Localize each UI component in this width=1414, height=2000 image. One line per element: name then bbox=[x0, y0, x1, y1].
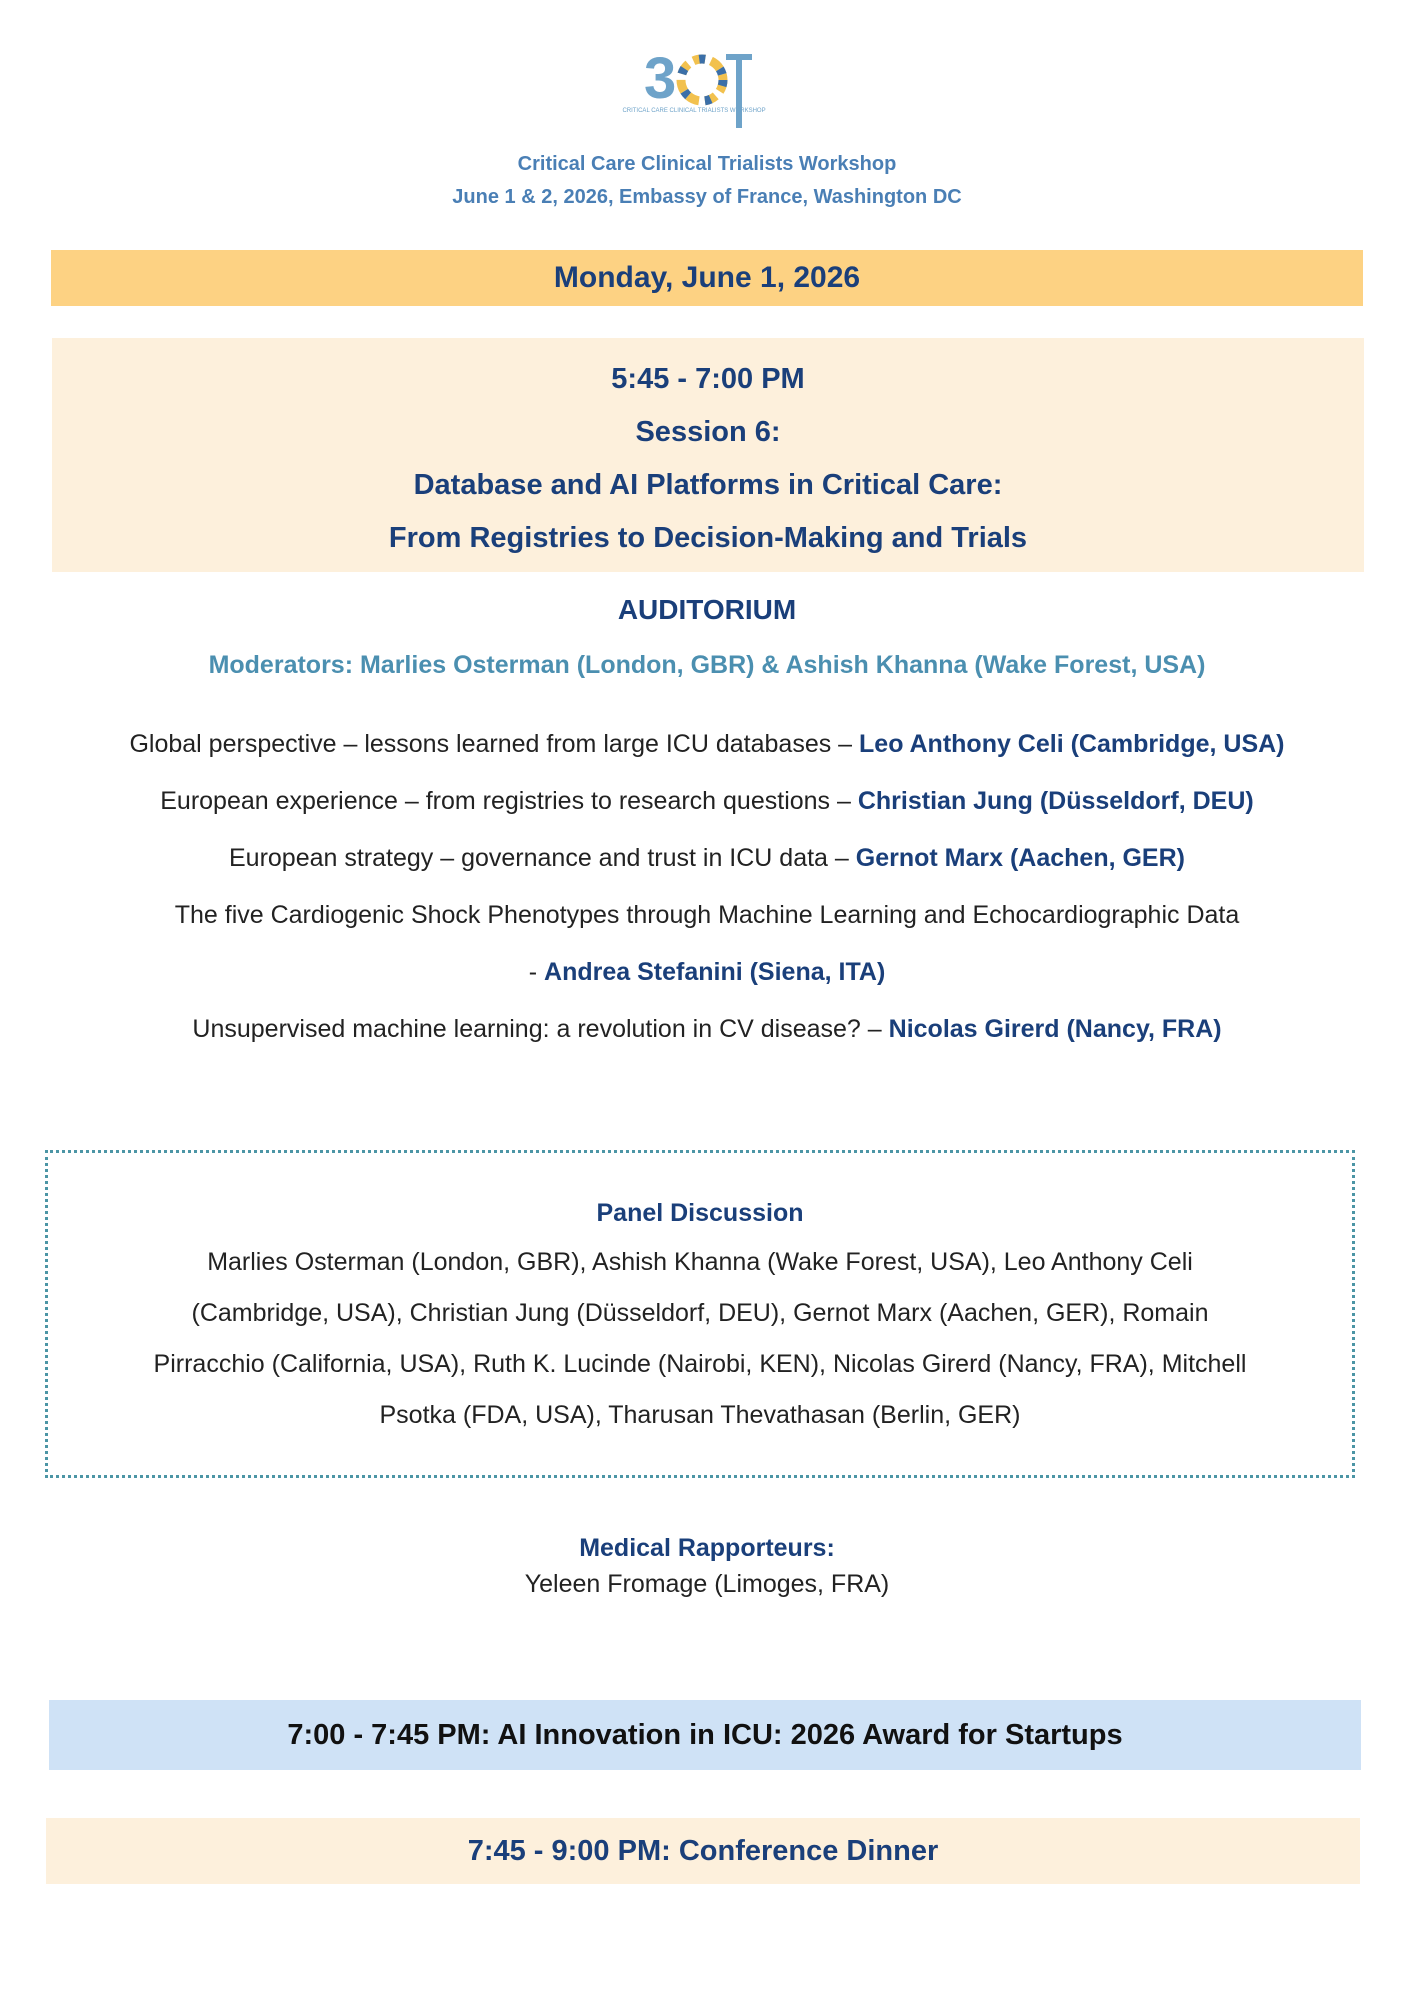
talk-speaker: Christian Jung (Düsseldorf, DEU) bbox=[857, 787, 1254, 815]
talk-item bbox=[30, 773, 1384, 830]
talk-item bbox=[30, 716, 1384, 773]
session-title-line1: Database and AI Platforms in Critical Care: bbox=[413, 469, 1003, 501]
rapporteurs-names: Yeleen Fromage (Limoges, FRA) bbox=[524, 1570, 890, 1598]
org-name: Critical Care Clinical Trialists Workshop bbox=[517, 153, 897, 175]
panel-members: Marlies Osterman (London, GBR), Ashish Khanna (Wake Forest, USA), Leo Anthony Celi (Cambridge, USA), Christian Jung (Düsseldorf, DEU), Gernot Marx (Aachen, GER), Romain Pirracchio (California, USA), Ruth K. Lucinde (Nairobi, KEN), Nicolas Girerd (Nancy, FRA), Mitchell Psotka (FDA, USA), Tharusan Thevathasan (Berlin, GER) bbox=[153, 1248, 1247, 1429]
header bbox=[0, 148, 1414, 214]
talk-item bbox=[30, 830, 1384, 887]
logo-graphic bbox=[622, 42, 770, 132]
talk-item bbox=[30, 1001, 1384, 1058]
ai-award-title: 7:00 - 7:45 PM: AI Innovation in ICU: 2026 Award for Startups bbox=[287, 1719, 1123, 1751]
rapporteurs bbox=[0, 1530, 1414, 1602]
talk-item bbox=[30, 944, 1384, 1001]
session-title-line2: From Registries to Decision-Making and Trials bbox=[388, 522, 1028, 554]
panel-discussion-box bbox=[45, 1150, 1355, 1478]
ai-award-banner bbox=[49, 1700, 1361, 1770]
talk-speaker: Andrea Stefanini (Siena, ITA) bbox=[544, 958, 886, 986]
workshop-logo bbox=[622, 42, 770, 132]
logo-caption: CRITICAL CARE CLINICAL TRIALISTS WORKSHOP bbox=[622, 108, 766, 114]
dinner-title: 7:45 - 9:00 PM: Conference Dinner bbox=[467, 1835, 939, 1867]
talk-speaker: Gernot Marx (Aachen, GER) bbox=[855, 844, 1185, 872]
dates-venue: June 1 & 2, 2026, Embassy of France, Washington DC bbox=[452, 186, 962, 208]
logo-mark-3: 3 bbox=[644, 46, 677, 111]
talk-speaker: Leo Anthony Celi (Cambridge, USA) bbox=[859, 730, 1285, 758]
dinner-banner bbox=[46, 1818, 1360, 1884]
talk-list bbox=[30, 716, 1384, 1058]
talk-speaker: Nicolas Girerd (Nancy, FRA) bbox=[888, 1015, 1222, 1043]
day-banner bbox=[51, 250, 1363, 306]
room-name: AUDITORIUM bbox=[617, 594, 797, 625]
session-time: 5:45 - 7:00 PM bbox=[611, 363, 805, 395]
talk-topic: Global perspective – lessons learned from large ICU databases – bbox=[129, 730, 860, 758]
talk-topic: - bbox=[528, 958, 545, 986]
logo-t-stem bbox=[736, 54, 742, 128]
session-block bbox=[52, 338, 1364, 572]
talk-topic: European experience – from registries to research questions – bbox=[160, 787, 858, 815]
talk-topic: The five Cardiogenic Shock Phenotypes through Machine Learning and Echocardiographic Data bbox=[174, 901, 1240, 929]
moderators: Moderators: Marlies Osterman (London, GBR) & Ashish Khanna (Wake Forest, USA) bbox=[208, 651, 1206, 679]
session-label: Session 6: bbox=[635, 416, 781, 448]
talk-item bbox=[30, 887, 1384, 944]
panel-title: Panel Discussion bbox=[596, 1199, 804, 1227]
day-title: Monday, June 1, 2026 bbox=[553, 261, 861, 294]
rapporteurs-title: Medical Rapporteurs: bbox=[579, 1534, 835, 1562]
talk-topic: European strategy – governance and trust in ICU data – bbox=[228, 844, 856, 872]
talk-topic: Unsupervised machine learning: a revolution in CV disease? – bbox=[192, 1015, 889, 1043]
